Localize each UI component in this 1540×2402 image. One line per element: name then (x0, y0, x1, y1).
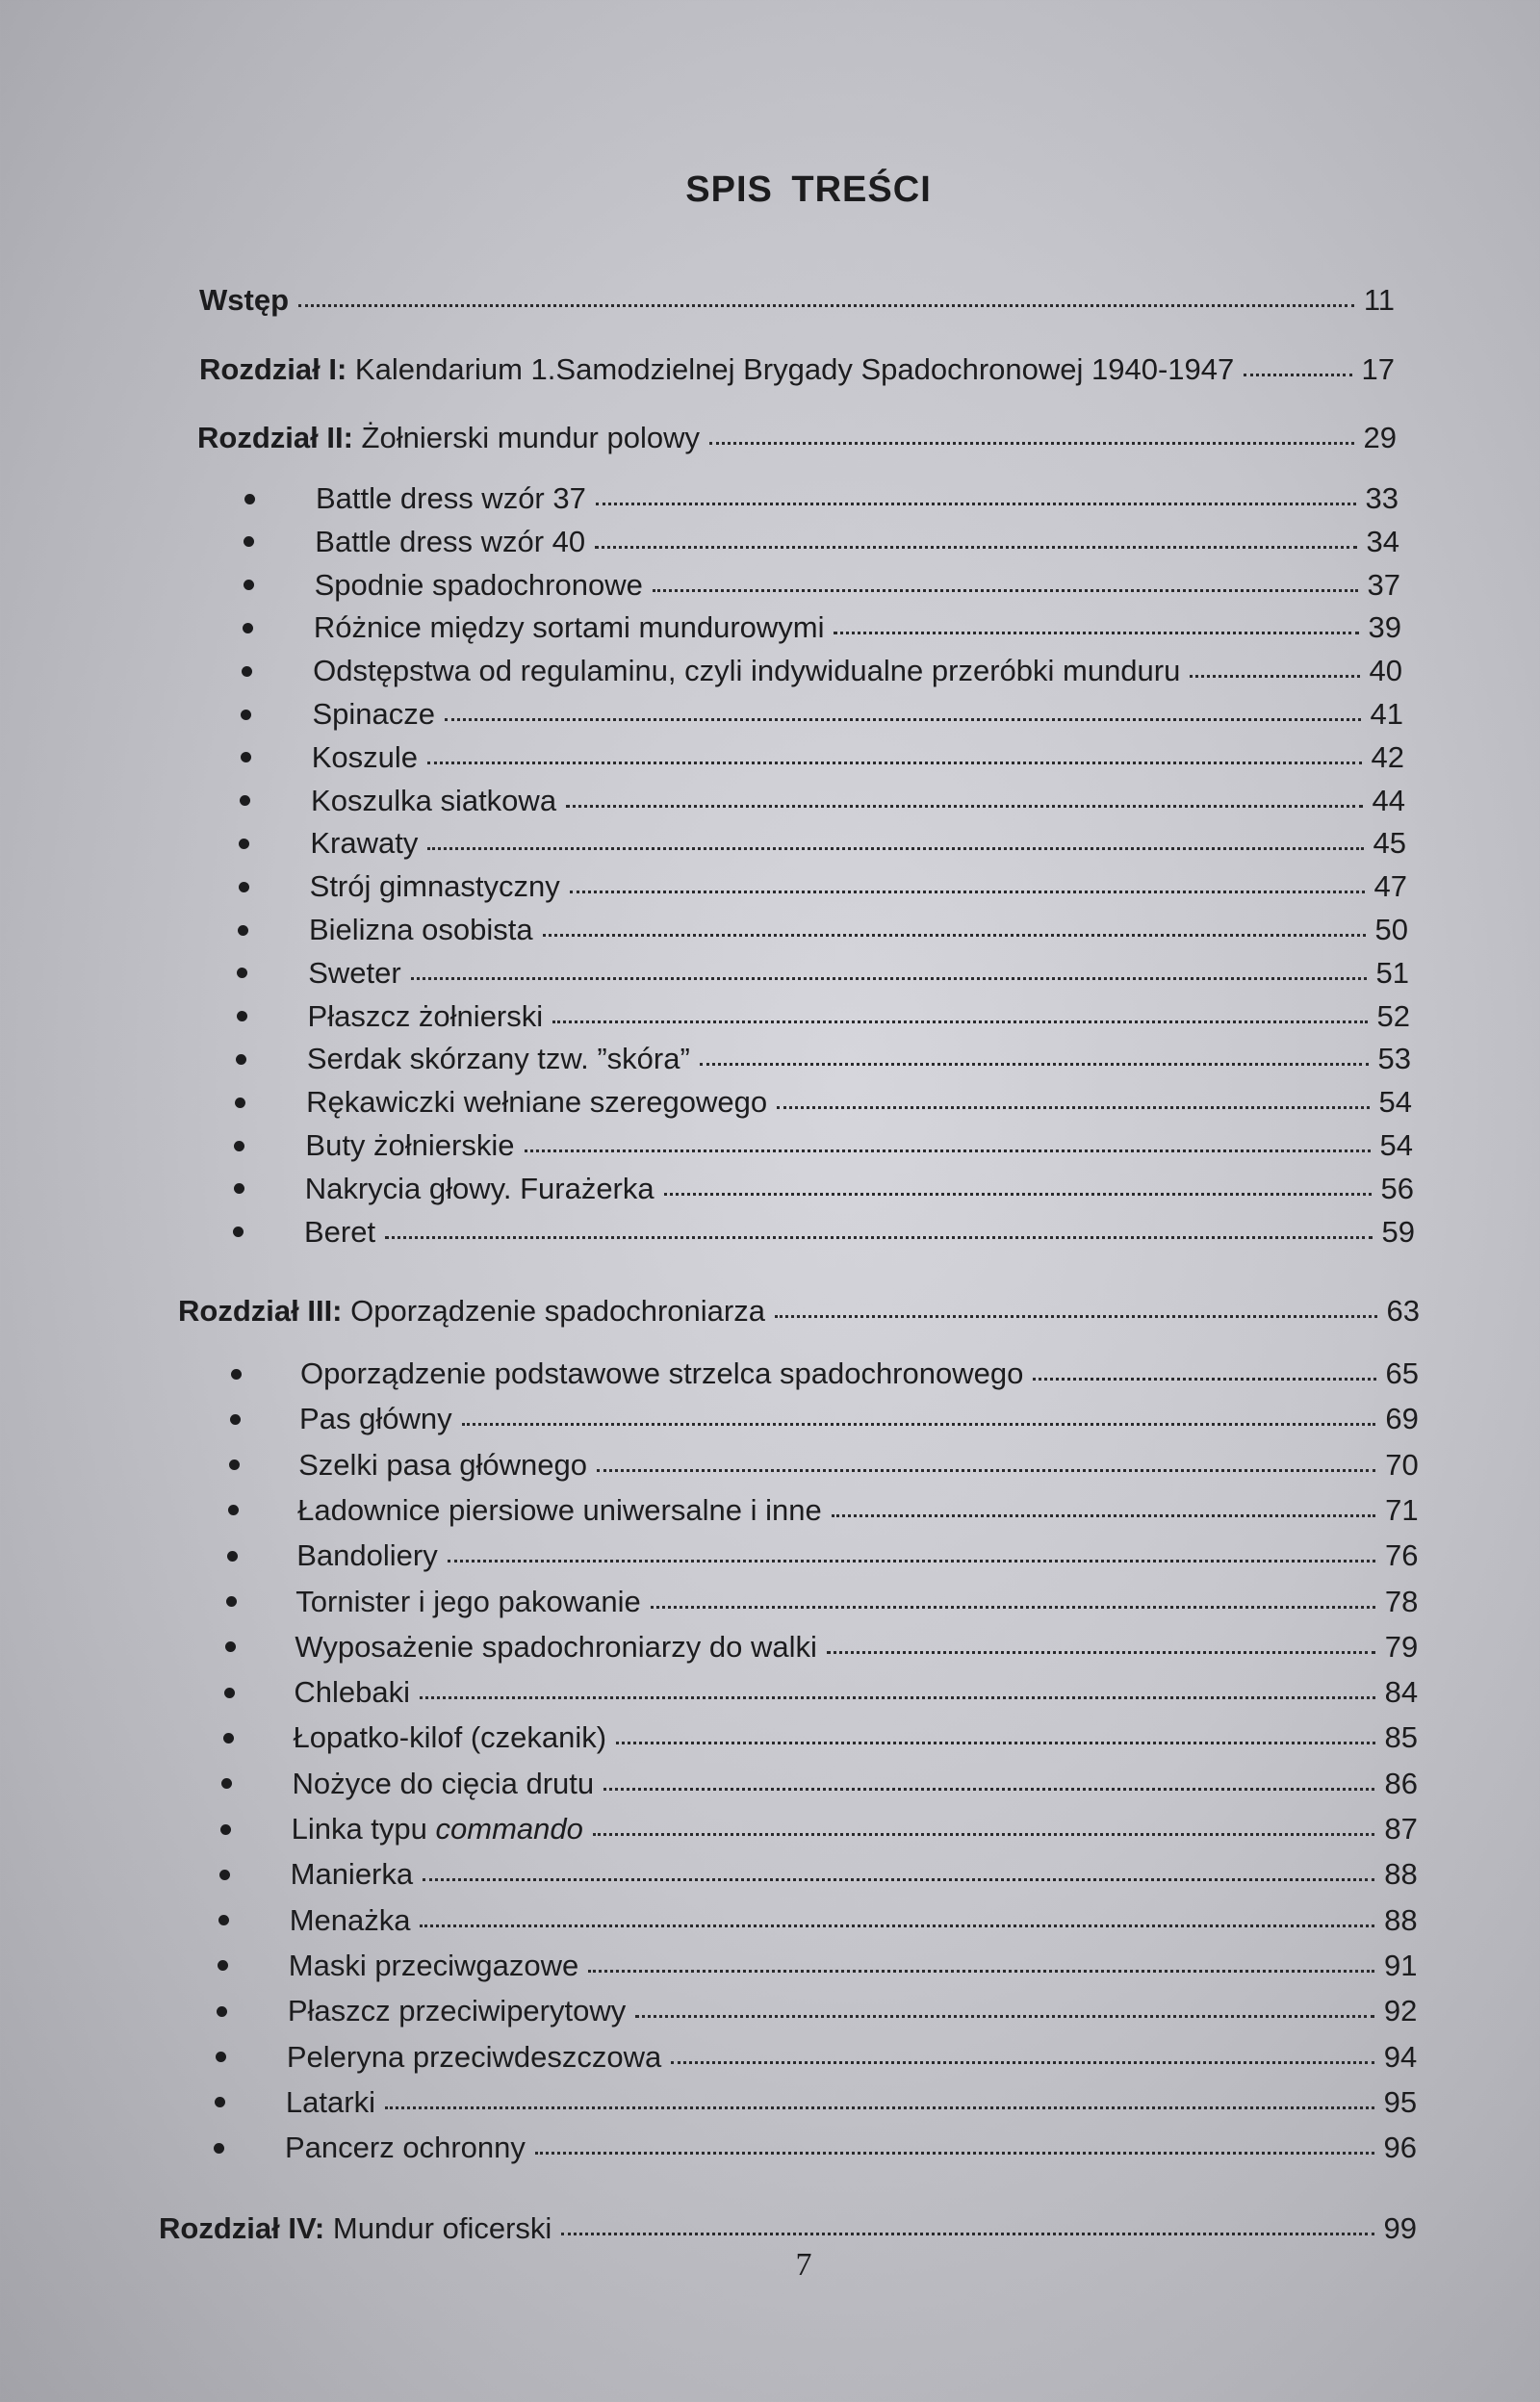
toc-item-label (310, 826, 418, 861)
bullet-icon (234, 1183, 244, 1194)
toc-item-text: Tornister i jego pakowanie (295, 1584, 641, 1618)
dot-leader (566, 805, 1362, 808)
dot-leader (423, 1878, 1374, 1881)
bullet-icon (237, 968, 247, 978)
dot-leader (570, 891, 1365, 893)
toc-item[interactable] (224, 1675, 1419, 1710)
page-number: 40 (1369, 654, 1402, 688)
toc-item-label (314, 610, 825, 645)
toc-item-italic-text: commando (435, 1812, 583, 1846)
bullet-icon (225, 1641, 236, 1652)
page-number: 65 (1385, 1356, 1419, 1390)
page-number: 91 (1383, 1948, 1418, 1982)
page-folio: 7 (795, 2247, 812, 2283)
bullet-icon (243, 623, 253, 633)
page-number: 17 (1361, 352, 1395, 386)
dot-leader (298, 304, 1354, 307)
toc-item[interactable] (216, 2040, 1417, 2075)
dot-leader (1033, 1378, 1375, 1381)
toc-item-label (315, 568, 643, 603)
page-number: 41 (1370, 697, 1403, 731)
bullet-icon (227, 1551, 238, 1562)
toc-item-text: Krawaty (310, 826, 419, 861)
toc-item[interactable] (223, 1720, 1419, 1755)
toc-item-label (295, 1585, 640, 1619)
page-number: 76 (1385, 1538, 1419, 1573)
page-number: 59 (1381, 1214, 1415, 1249)
toc-item-text: Nożyce do cięcia drutu (292, 1766, 595, 1800)
toc-item[interactable] (239, 869, 1407, 904)
page-number: 92 (1383, 1994, 1418, 2028)
dot-leader (595, 546, 1356, 549)
dot-leader (385, 2106, 1374, 2109)
toc-item-text: Pancerz ochronny (285, 2131, 526, 2165)
bullet-icon (214, 2143, 224, 2154)
toc-item-label (305, 1172, 654, 1206)
page-number: 37 (1367, 567, 1400, 602)
toc-item-text: Chlebaki (294, 1675, 411, 1710)
chapter-prefix: Rozdział II: (197, 421, 353, 454)
dot-leader (420, 1924, 1374, 1927)
dot-leader (635, 2015, 1374, 2018)
toc-chapter-1[interactable] (199, 352, 1395, 387)
dot-leader (593, 1833, 1374, 1836)
page-number: 53 (1377, 1042, 1411, 1076)
toc-item[interactable] (225, 1630, 1419, 1665)
bullet-icon (244, 536, 254, 547)
page-number: 52 (1376, 998, 1410, 1033)
toc-item[interactable] (234, 1128, 1413, 1163)
dot-leader (385, 1236, 1372, 1239)
toc-item-text: Latarki (285, 2084, 375, 2119)
toc-item-label (293, 1767, 595, 1801)
chapter-prefix: Rozdział IV: (159, 2211, 325, 2245)
toc-item-label (315, 525, 585, 559)
bullet-icon (224, 1688, 235, 1698)
dot-leader (596, 503, 1356, 505)
chapter-prefix: Rozdział I: (199, 352, 347, 386)
bullet-icon (233, 1227, 244, 1237)
toc-item-text: Nakrycia głowy. Furażerka (304, 1171, 654, 1205)
page-number: 33 (1365, 481, 1399, 515)
page-number: 39 (1368, 610, 1401, 645)
toc-item-label (296, 1538, 437, 1573)
toc-item-label (286, 2085, 375, 2120)
toc-item-text: Ładownice piersiowe uniwersalne i inne (297, 1492, 822, 1527)
toc-item-label (305, 1128, 514, 1163)
page-number: 94 (1383, 2039, 1418, 2074)
toc-item-label (291, 1857, 414, 1892)
toc-item[interactable] (227, 1538, 1419, 1573)
page-number: 56 (1380, 1171, 1414, 1205)
toc-item-label (289, 1949, 579, 1983)
bullet-icon (237, 1011, 247, 1021)
toc-item-text: Buty żołnierskie (305, 1128, 515, 1162)
toc-item-label (298, 1448, 587, 1483)
dot-leader (462, 1423, 1376, 1426)
chapter-title: Oporządzenie spadochroniarza (350, 1294, 765, 1328)
page-number: 45 (1373, 826, 1406, 861)
toc-item-label (316, 481, 586, 516)
toc-item-label (295, 1630, 817, 1665)
toc-item[interactable] (236, 1042, 1411, 1076)
toc-item-text: Serdak skórzany tzw. ”skóra” (306, 1042, 690, 1076)
dot-leader (448, 1560, 1375, 1563)
chapter-title: Mundur oficerski (332, 2211, 552, 2245)
bullet-icon (236, 1054, 246, 1065)
toc-item[interactable] (237, 999, 1410, 1034)
dot-leader (525, 1149, 1371, 1152)
toc-item[interactable] (240, 784, 1405, 818)
bullet-icon (228, 1505, 239, 1515)
toc-item[interactable] (230, 1402, 1419, 1436)
toc-item[interactable] (241, 740, 1404, 775)
toc-item-label (307, 1042, 690, 1076)
dot-leader (543, 934, 1366, 937)
toc-chapter-3[interactable] (178, 1294, 1420, 1329)
page-number: 29 (1363, 421, 1397, 454)
dot-leader (653, 589, 1358, 592)
toc-item-text: Bielizna osobista (308, 913, 533, 946)
toc-item-label (311, 784, 556, 818)
toc-chapter-2[interactable] (197, 421, 1397, 455)
toc-item[interactable] (228, 1493, 1419, 1528)
dot-leader (775, 1315, 1377, 1318)
toc-item[interactable] (233, 1215, 1415, 1250)
toc-item-text: Peleryna przeciwdeszczowa (286, 2039, 662, 2074)
toc-item-label (312, 697, 435, 732)
bullet-icon (244, 494, 255, 504)
toc-item[interactable] (244, 525, 1399, 559)
toc-item-text: Linka typu (291, 1812, 427, 1846)
bullet-icon (216, 2052, 226, 2062)
toc-item-text: Oporządzenie podstawowe strzelca spadochronowego (300, 1356, 1024, 1390)
toc-item-label (290, 1903, 411, 1938)
dot-leader (535, 2152, 1374, 2155)
dot-leader (827, 1651, 1375, 1654)
dot-leader (834, 632, 1358, 634)
bullet-icon (241, 752, 251, 762)
bullet-icon (234, 1141, 244, 1151)
dot-leader (552, 1020, 1367, 1023)
dot-leader (700, 1063, 1369, 1066)
bullet-icon (219, 1870, 230, 1880)
toc-item-text: Wyposażenie spadochroniarzy do walki (295, 1629, 817, 1664)
dot-leader (1244, 374, 1351, 376)
bullet-icon (218, 1960, 228, 1971)
toc-item[interactable] (235, 1085, 1412, 1120)
toc-item-text: Łopatko-kilof (czekanik) (293, 1720, 607, 1755)
dot-leader (427, 847, 1363, 850)
toc-item[interactable] (238, 913, 1408, 947)
bullet-icon (242, 666, 252, 677)
page-number: 69 (1385, 1402, 1419, 1436)
chapter-title: Kalendarium 1.Samodzielnej Brygady Spadochronowej 1940-1947 (354, 352, 1235, 386)
bullet-icon (215, 2097, 225, 2107)
bullet-icon (223, 1733, 234, 1743)
toc-item-label (294, 1675, 410, 1710)
toc-item-text: Pas główny (299, 1402, 452, 1436)
toc-item[interactable] (219, 1857, 1417, 1892)
toc-item-label (288, 1994, 626, 2028)
dot-leader (411, 977, 1367, 980)
toc-item-text: Rękawiczki wełniane szeregowego (306, 1085, 768, 1120)
page-number: 96 (1383, 2131, 1417, 2165)
toc-item-text: Menażka (289, 1902, 411, 1937)
toc-item[interactable] (239, 826, 1406, 861)
toc-item[interactable] (214, 2131, 1417, 2165)
toc-item-text: Battle dress wzór 40 (315, 524, 586, 558)
page-number: 34 (1366, 524, 1399, 558)
toc-item[interactable] (221, 1767, 1417, 1801)
bullet-icon (220, 1824, 231, 1835)
page-number: 99 (1383, 2211, 1417, 2245)
page-number: 54 (1379, 1128, 1413, 1162)
page-number: 79 (1384, 1629, 1419, 1664)
toc-item-label (308, 999, 544, 1034)
toc-item-text: Szelki pasa głównego (298, 1447, 587, 1482)
page-number: 71 (1385, 1492, 1419, 1527)
toc-item-text: Płaszcz żołnierski (307, 998, 544, 1033)
bullet-icon (229, 1459, 240, 1470)
toc-item-text: Różnice między sortami mundurowymi (313, 610, 825, 645)
page-number: 84 (1384, 1675, 1419, 1710)
page-number: 70 (1385, 1447, 1419, 1482)
toc-item-label (300, 1356, 1023, 1391)
toc-item-label (313, 654, 1180, 688)
dot-leader (777, 1106, 1369, 1109)
toc-item-label (308, 956, 400, 991)
toc-item[interactable] (226, 1585, 1419, 1619)
dot-leader (1190, 675, 1359, 678)
page-number: 95 (1383, 2084, 1418, 2119)
toc-item[interactable] (231, 1356, 1419, 1391)
dot-leader (616, 1742, 1374, 1744)
intro-label: Wstęp (199, 283, 289, 317)
page-number: 86 (1384, 1766, 1418, 1800)
page-number: 78 (1384, 1584, 1419, 1618)
toc-item[interactable] (217, 1994, 1417, 2028)
bullet-icon (230, 1414, 241, 1425)
toc-item-text: Odstępstwa od regulaminu, czyli indywidualne przeróbki munduru (313, 654, 1181, 688)
dot-leader (651, 1606, 1375, 1609)
bullet-icon (221, 1778, 232, 1789)
page-number: 44 (1372, 783, 1405, 817)
toc-item-label (304, 1215, 375, 1250)
dot-leader (709, 442, 1354, 445)
toc-item-text: Spinacze (312, 697, 435, 731)
page-number: 42 (1371, 739, 1404, 774)
toc-item-label (287, 2040, 661, 2075)
page-number: 88 (1384, 1857, 1418, 1892)
toc-item-label (293, 1720, 606, 1755)
dot-leader (832, 1514, 1375, 1517)
toc-item-text: Beret (304, 1214, 376, 1249)
toc-item-text: Maski przeciwgazowe (288, 1948, 579, 1982)
dot-leader (445, 718, 1361, 721)
toc-item-label (299, 1402, 452, 1436)
bullet-icon (218, 1915, 229, 1925)
bullet-icon (239, 839, 249, 849)
toc-item-label (310, 869, 560, 904)
page-number: 85 (1384, 1720, 1419, 1755)
dot-leader (671, 2061, 1373, 2064)
toc-item[interactable] (229, 1448, 1419, 1483)
toc-item-label (312, 740, 418, 775)
dot-leader (597, 1469, 1375, 1472)
bullet-icon (217, 2006, 227, 2017)
toc-item-label (306, 1085, 767, 1120)
toc-item[interactable] (220, 1812, 1417, 1847)
toc-item-text: Manierka (290, 1857, 414, 1892)
toc-item-text: Spodnie spadochronowe (314, 567, 643, 602)
dot-leader (588, 1970, 1374, 1973)
bullet-icon (235, 1098, 245, 1108)
page-number: 50 (1374, 913, 1408, 946)
toc-item[interactable] (241, 697, 1403, 732)
toc-item[interactable] (237, 956, 1409, 991)
bullet-icon (240, 795, 250, 806)
toc-item[interactable] (242, 654, 1402, 688)
dot-leader (427, 762, 1361, 764)
toc-item-text: Płaszcz przeciwiperytowy (287, 1994, 627, 2028)
dot-leader (561, 2233, 1373, 2235)
toc-chapter-4[interactable] (159, 2211, 1417, 2246)
chapter-prefix: Rozdział III: (178, 1294, 343, 1328)
dot-leader (603, 1788, 1374, 1791)
page-number: 51 (1375, 955, 1409, 990)
dot-leader (664, 1193, 1372, 1196)
toc-item-label (297, 1493, 822, 1528)
page-number: 54 (1378, 1085, 1412, 1120)
toc-item[interactable] (218, 1949, 1417, 1983)
toc-item-text: Bandoliery (296, 1538, 438, 1573)
toc-item[interactable] (244, 481, 1399, 516)
bullet-icon (231, 1369, 242, 1380)
bullet-icon (238, 925, 248, 936)
dot-leader (420, 1696, 1375, 1699)
toc-item-label (309, 913, 533, 947)
toc-item[interactable] (244, 568, 1400, 603)
toc-item-text: Koszule (311, 739, 419, 774)
toc-item[interactable] (234, 1172, 1414, 1206)
toc-item-label (285, 2131, 526, 2165)
page-number: 11 (1363, 283, 1395, 317)
page-number: 87 (1384, 1812, 1418, 1846)
page-number: 47 (1373, 869, 1407, 904)
toc-item[interactable] (243, 610, 1401, 645)
page-number: 88 (1384, 1902, 1418, 1937)
toc-item-text: Strój gimnastyczny (309, 869, 560, 904)
toc-item-text: Sweter (308, 955, 401, 990)
bullet-icon (239, 882, 249, 892)
bullet-icon (226, 1596, 237, 1607)
page-title: SPIS TREŚCI (685, 169, 932, 210)
toc-item[interactable] (215, 2085, 1417, 2120)
toc-item[interactable] (218, 1903, 1417, 1938)
toc-entry-intro[interactable] (199, 283, 1395, 318)
bullet-icon (241, 710, 251, 720)
page-number: 63 (1386, 1294, 1420, 1328)
toc-item-label (292, 1812, 583, 1847)
chapter-title: Żołnierski mundur polowy (361, 421, 700, 454)
toc-item-text: Battle dress wzór 37 (316, 481, 586, 515)
toc-item-text: Koszulka siatkowa (311, 783, 557, 817)
bullet-icon (244, 580, 254, 590)
